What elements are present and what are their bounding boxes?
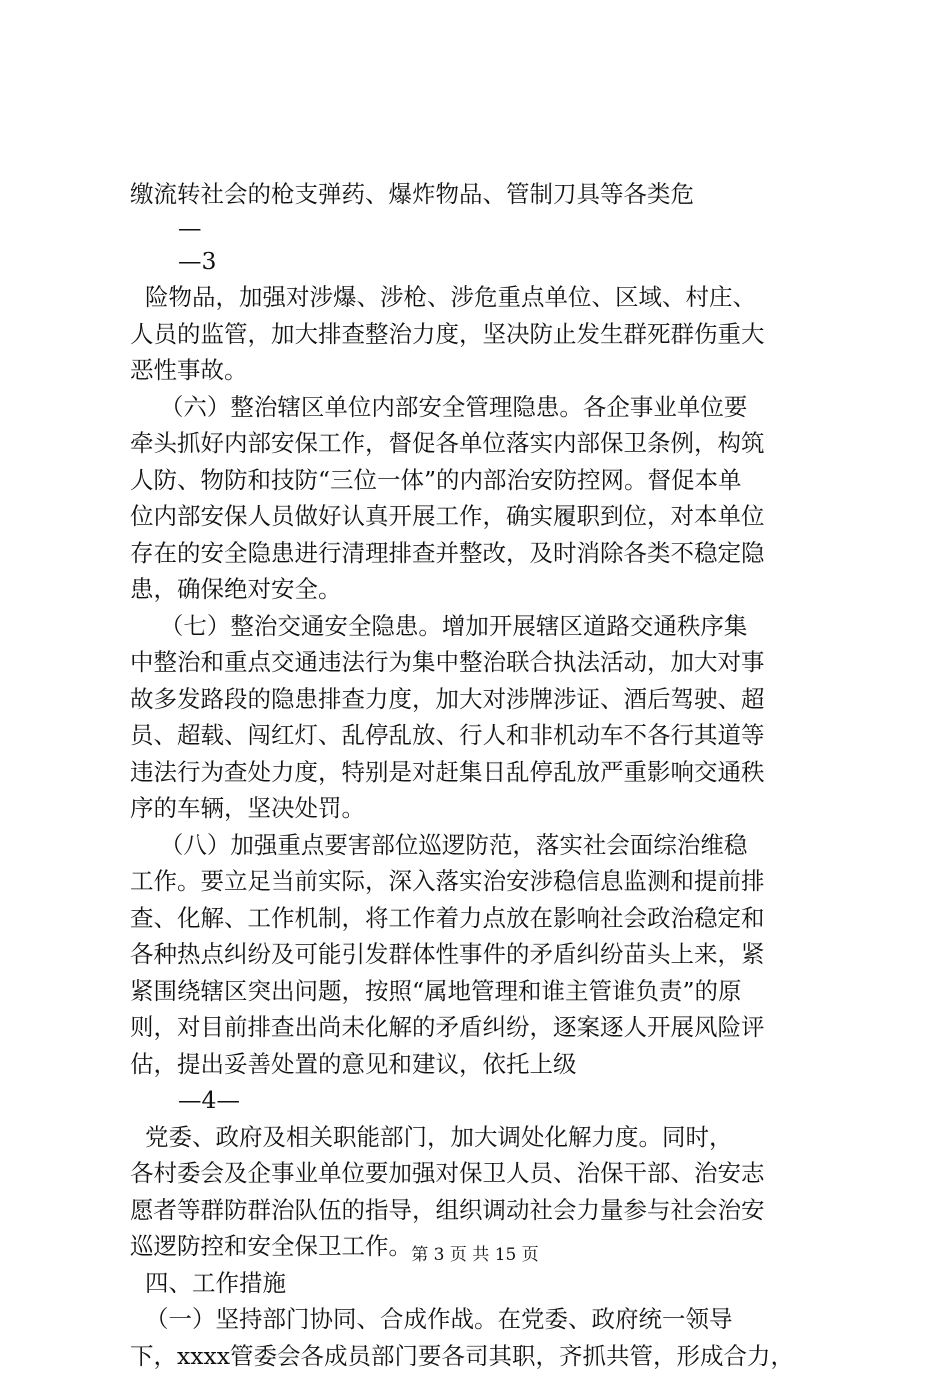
- text-line: 险物品，加强对涉爆、涉枪、涉危重点单位、区域、村庄、: [130, 279, 830, 316]
- text-line: 人防、物防和技防“三位一体”的内部治安防控网。督促本单: [130, 462, 830, 499]
- text-line: 人员的监管，加大排查整治力度，坚决防止发生群死群伤重大: [130, 316, 830, 353]
- text-line: 员、超载、闯红灯、乱停乱放、行人和非机动车不各行其道等: [130, 717, 830, 754]
- document-body: [130, 176, 830, 1374]
- text-line: 违法行为查处力度，特别是对赶集日乱停乱放严重影响交通秩: [130, 754, 830, 791]
- text-line: 位内部安保人员做好认真开展工作，确实履职到位，对本单位: [130, 498, 830, 535]
- text-line: （一）坚持部门协同、合成作战。在党委、政府统一领导: [130, 1301, 830, 1338]
- text-line: （六）整治辖区单位内部安全管理隐患。各企事业单位要: [130, 389, 830, 426]
- text-line: 党委、政府及相关职能部门，加大调处化解力度。同时，: [130, 1119, 830, 1156]
- text-line: 中整治和重点交通违法行为集中整治联合执法活动，加大对事: [130, 644, 830, 681]
- section-heading: 四、工作措施: [130, 1265, 830, 1302]
- page-marker: —: [130, 213, 830, 243]
- text-line: （八）加强重点要害部位巡逻防范，落实社会面综治维稳: [130, 827, 830, 864]
- text-line: 序的车辆，坚决处罚。: [130, 790, 830, 827]
- page-marker: —4—: [130, 1082, 830, 1119]
- page-footer: 第 3 页 共 15 页: [0, 1240, 950, 1265]
- text-line: 巡逻防控和安全保卫工作。: [130, 1228, 830, 1265]
- text-line: 缴流转社会的枪支弹药、爆炸物品、管制刀具等各类危: [130, 176, 830, 213]
- page-marker: —3: [130, 243, 830, 280]
- text-line: 查、化解、工作机制，将工作着力点放在影响社会政治稳定和: [130, 900, 830, 937]
- text-line: 愿者等群防群治队伍的指导，组织调动社会力量参与社会治安: [130, 1192, 830, 1229]
- text-line: 下，xxxx管委会各成员部门要各司其职，齐抓共管，形成合力，: [130, 1338, 830, 1374]
- text-line: 紧围绕辖区突出问题，按照“属地管理和谁主管谁负责”的原: [130, 973, 830, 1010]
- text-line: 各种热点纠纷及可能引发群体性事件的矛盾纠纷苗头上来，紧: [130, 936, 830, 973]
- text-line: 估，提出妥善处置的意见和建议，依托上级: [130, 1046, 830, 1083]
- text-line: 工作。要立足当前实际，深入落实治安涉稳信息监测和提前排: [130, 863, 830, 900]
- text-line: 存在的安全隐患进行清理排查并整改，及时消除各类不稳定隐: [130, 535, 830, 572]
- text-line: 则，对目前排查出尚未化解的矛盾纠纷，逐案逐人开展风险评: [130, 1009, 830, 1046]
- text-line: 故多发路段的隐患排查力度，加大对涉牌涉证、酒后驾驶、超: [130, 681, 830, 718]
- text-line: 牵头抓好内部安保工作，督促各单位落实内部保卫条例，构筑: [130, 425, 830, 462]
- text-line: 各村委会及企事业单位要加强对保卫人员、治保干部、治安志: [130, 1155, 830, 1192]
- text-line: （七）整治交通安全隐患。增加开展辖区道路交通秩序集: [130, 608, 830, 645]
- text-line: 患，确保绝对安全。: [130, 571, 830, 608]
- text-line: 恶性事故。: [130, 352, 830, 389]
